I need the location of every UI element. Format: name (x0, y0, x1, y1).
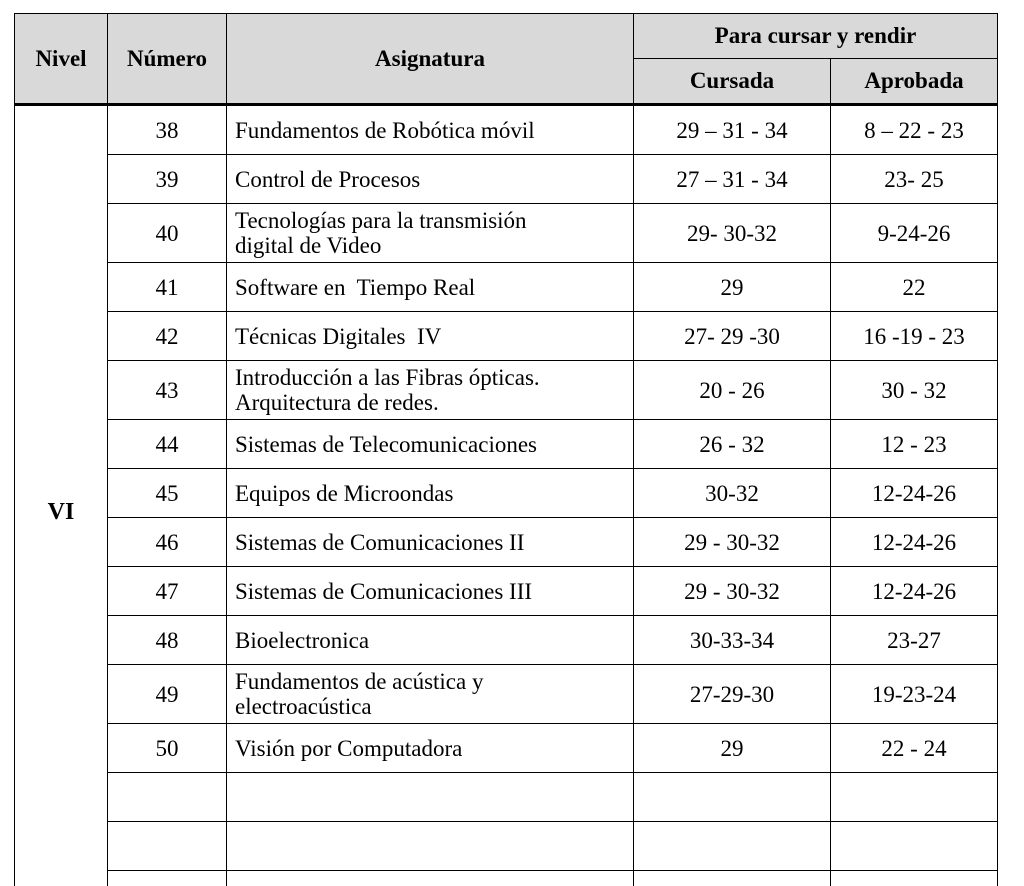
header-cursada: Cursada (634, 59, 831, 105)
numero-cell: 48 (108, 616, 227, 665)
aprobada-cell: 30 - 32 (831, 361, 998, 420)
asignatura-cell (227, 822, 634, 871)
asignatura-line: Bioelectronica (235, 627, 370, 653)
aprobada-cell: 22 - 24 (831, 724, 998, 773)
cursada-cell: 29 - 30-32 (634, 518, 831, 567)
nivel-cell: VI (15, 105, 108, 886)
cursada-cell: 29 – 31 - 34 (634, 105, 831, 155)
aprobada-cell: 19-23-24 (831, 665, 998, 724)
aprobada-cell: 22 (831, 263, 998, 312)
table-row (15, 724, 998, 773)
header-para-cursar-y-rendir: Para cursar y rendir (634, 14, 998, 59)
cursada-cell: 27- 29 -30 (634, 312, 831, 361)
asignatura-line: Visión por Computadora (235, 735, 463, 761)
asignatura-cell (227, 420, 634, 469)
table-row (15, 822, 998, 871)
asignatura-line: Arquitectura de redes. (235, 390, 439, 415)
asignatura-line: Sistemas de Telecomunicaciones (235, 431, 537, 457)
asignatura-cell (227, 616, 634, 665)
numero-cell (108, 773, 227, 822)
cursada-cell: 29 (634, 263, 831, 312)
asignatura-line: Software en Tiempo Real (235, 274, 476, 300)
table-row (15, 773, 998, 822)
table-row (15, 469, 998, 518)
aprobada-cell (831, 773, 998, 822)
aprobada-cell: 12-24-26 (831, 518, 998, 567)
aprobada-cell: 16 -19 - 23 (831, 312, 998, 361)
aprobada-cell: 12 - 23 (831, 420, 998, 469)
numero-cell: 49 (108, 665, 227, 724)
numero-cell: 50 (108, 724, 227, 773)
asignatura-cell (227, 567, 634, 616)
asignatura-cell (227, 312, 634, 361)
numero-cell (108, 871, 227, 886)
numero-cell: 40 (108, 204, 227, 263)
asignatura-line: Equipos de Microondas (235, 480, 454, 506)
numero-cell: 41 (108, 263, 227, 312)
asignatura-line: Introducción a las Fibras ópticas. (235, 365, 540, 390)
cursada-cell: 30-32 (634, 469, 831, 518)
cursada-cell (634, 822, 831, 871)
asignatura-line: Control de Procesos (235, 166, 421, 192)
table-row (15, 361, 998, 420)
aprobada-cell: 12-24-26 (831, 469, 998, 518)
numero-cell: 43 (108, 361, 227, 420)
asignatura-cell (227, 263, 634, 312)
table-row (15, 871, 998, 886)
cursada-cell (634, 871, 831, 886)
aprobada-cell (831, 822, 998, 871)
table-row (15, 567, 998, 616)
asignatura-cell (227, 105, 634, 155)
asignatura-line: Sistemas de Comunicaciones III (235, 578, 533, 604)
aprobada-cell: 8 – 22 - 23 (831, 105, 998, 155)
cursada-cell: 29 - 30-32 (634, 567, 831, 616)
numero-cell: 46 (108, 518, 227, 567)
asignatura-line: Tecnologías para la transmisión (235, 208, 527, 233)
table-row (15, 263, 998, 312)
numero-cell: 42 (108, 312, 227, 361)
table-row (15, 420, 998, 469)
table-row (15, 105, 998, 155)
numero-cell: 39 (108, 155, 227, 204)
table-row (15, 155, 998, 204)
cursada-cell: 20 - 26 (634, 361, 831, 420)
asignatura-cell (227, 871, 634, 886)
table-body (15, 105, 998, 886)
asignatura-line: electroacústica (235, 694, 372, 719)
asignatura-line: Fundamentos de Robótica móvil (235, 117, 535, 143)
numero-cell: 44 (108, 420, 227, 469)
aprobada-cell (831, 871, 998, 886)
asignatura-cell (227, 469, 634, 518)
correlativas-table (14, 13, 998, 886)
cursada-cell (634, 773, 831, 822)
cursada-cell: 27-29-30 (634, 665, 831, 724)
table-row (15, 518, 998, 567)
asignatura-line: Técnicas Digitales IV (235, 323, 442, 349)
cursada-cell: 30-33-34 (634, 616, 831, 665)
cursada-cell: 29 (634, 724, 831, 773)
asignatura-cell (227, 155, 634, 204)
aprobada-cell: 12-24-26 (831, 567, 998, 616)
numero-cell: 45 (108, 469, 227, 518)
aprobada-cell: 9-24-26 (831, 204, 998, 263)
asignatura-cell (227, 361, 634, 420)
aprobada-cell: 23-27 (831, 616, 998, 665)
cursada-cell: 26 - 32 (634, 420, 831, 469)
table-row (15, 616, 998, 665)
header-asignatura: Asignatura (227, 14, 634, 105)
asignatura-line: digital de Video (235, 233, 382, 258)
asignatura-cell (227, 518, 634, 567)
asignatura-cell (227, 724, 634, 773)
numero-cell: 38 (108, 105, 227, 155)
header-nivel: Nivel (15, 14, 108, 105)
header-aprobada: Aprobada (831, 59, 998, 105)
aprobada-cell: 23- 25 (831, 155, 998, 204)
asignatura-line: Sistemas de Comunicaciones II (235, 529, 525, 555)
table-row (15, 204, 998, 263)
asignatura-cell (227, 204, 634, 263)
header-numero: Número (108, 14, 227, 105)
table-row (15, 665, 998, 724)
asignatura-cell (227, 773, 634, 822)
table-row (15, 312, 998, 361)
cursada-cell: 27 – 31 - 34 (634, 155, 831, 204)
cursada-cell: 29- 30-32 (634, 204, 831, 263)
asignatura-line: Fundamentos de acústica y (235, 669, 484, 694)
numero-cell: 47 (108, 567, 227, 616)
numero-cell (108, 822, 227, 871)
asignatura-cell (227, 665, 634, 724)
document-page (14, 13, 997, 886)
